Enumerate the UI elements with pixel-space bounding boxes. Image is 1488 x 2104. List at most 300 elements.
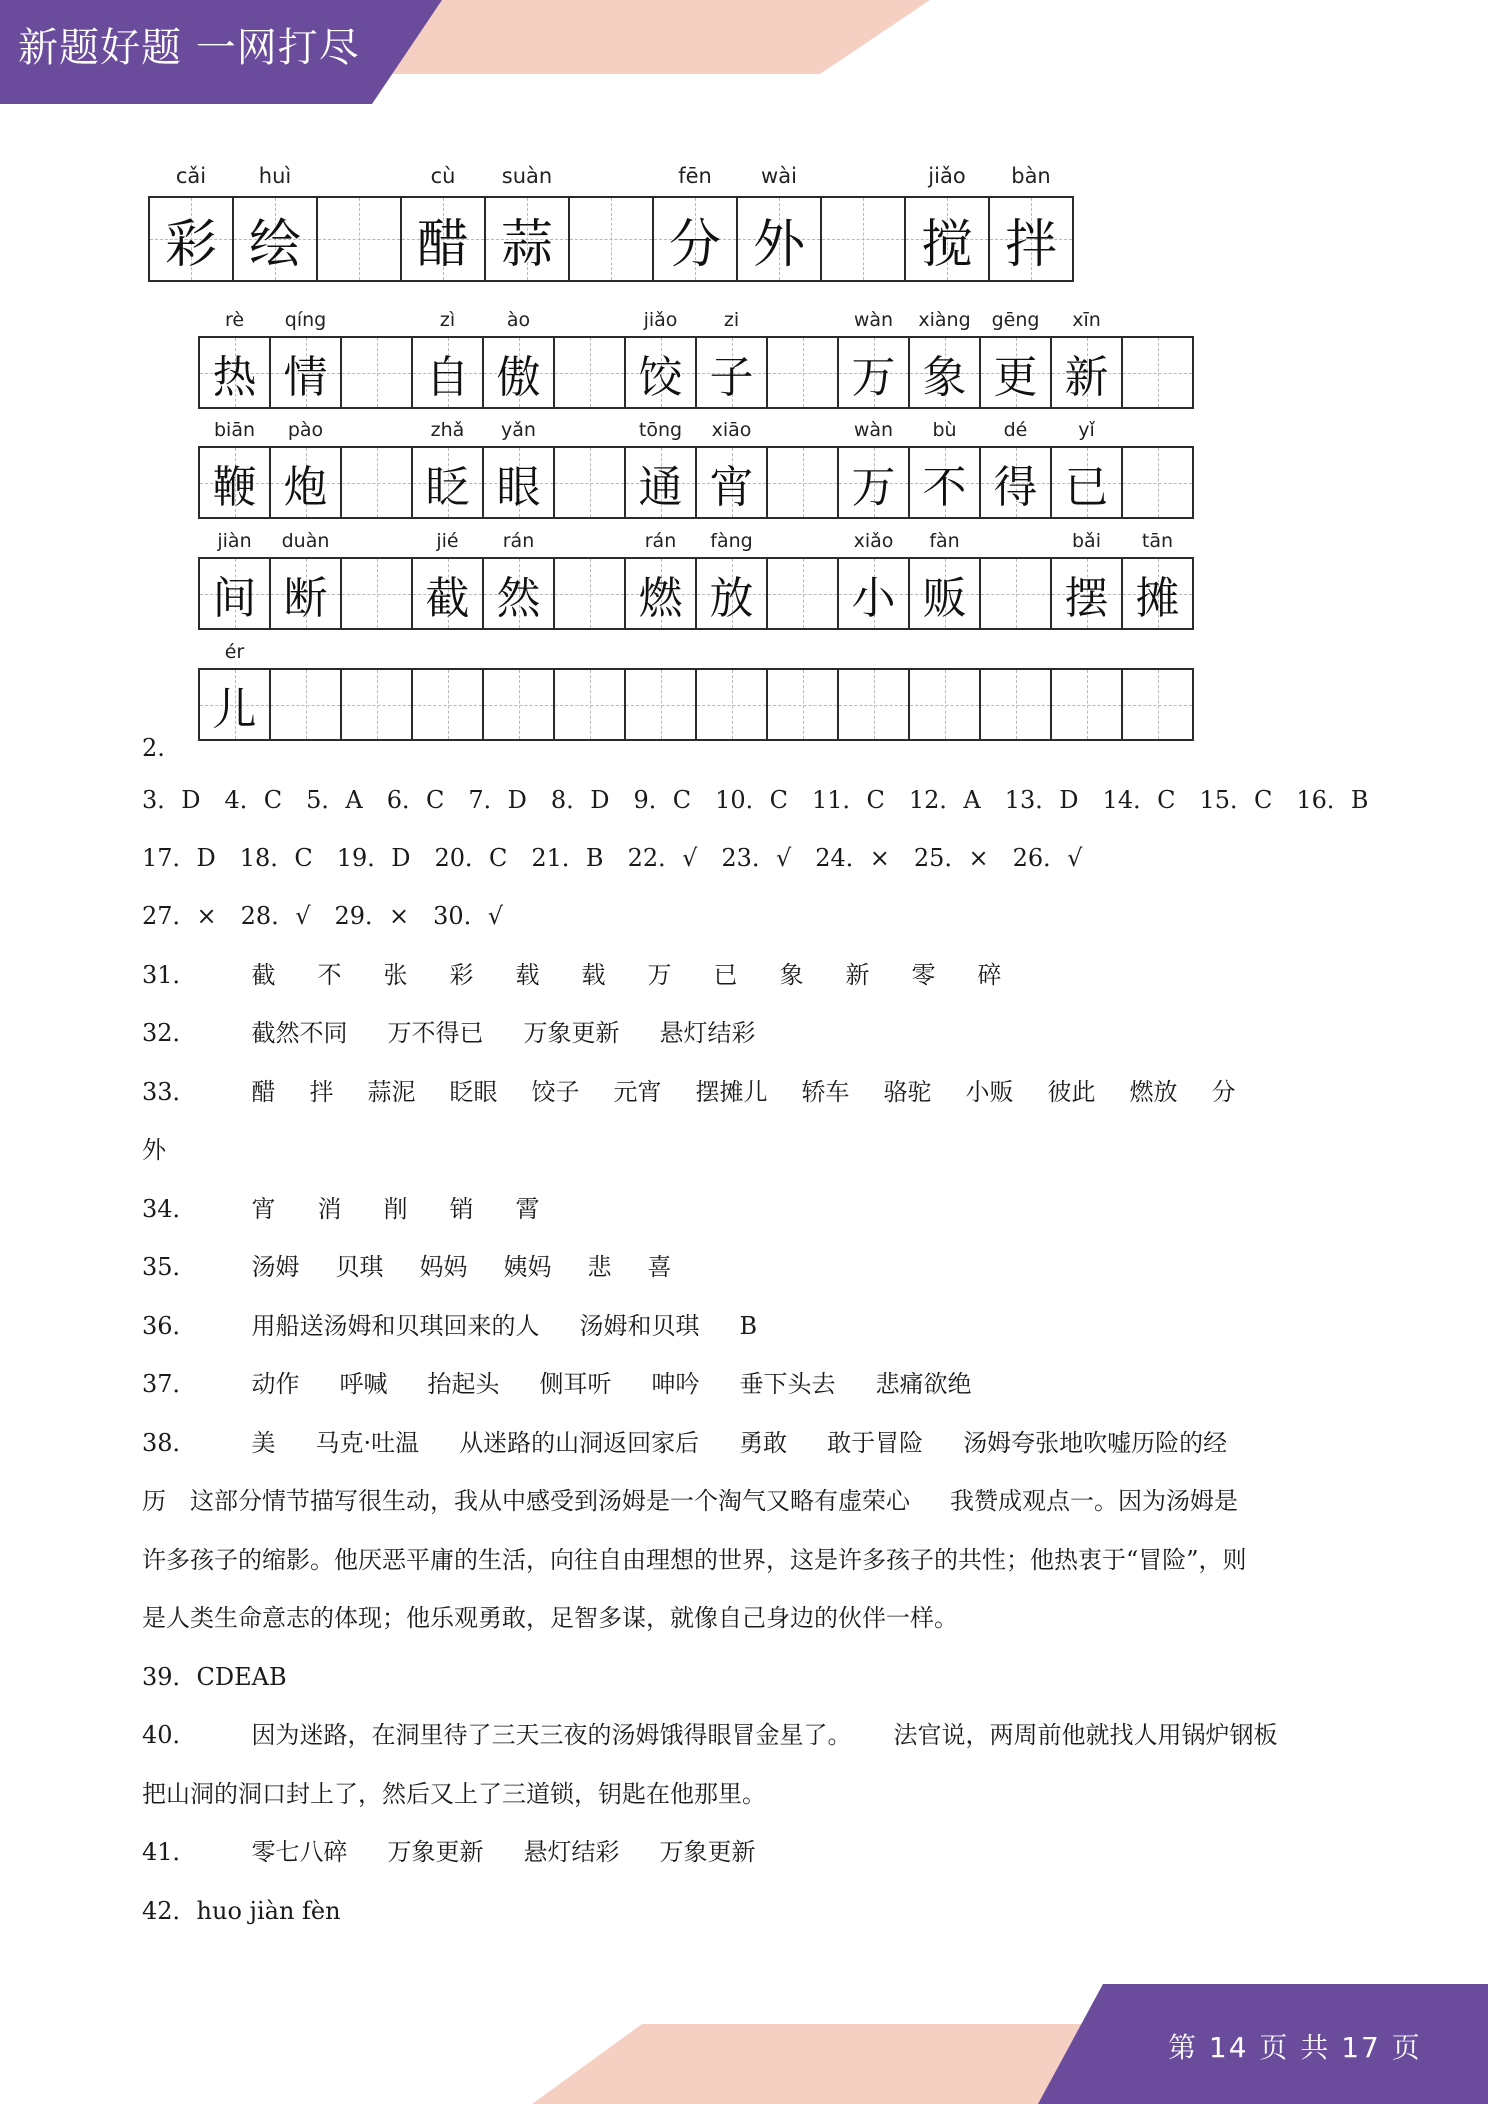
pinyin-label: dé [1003,419,1028,441]
grid-char: 儿 [212,683,257,735]
answer-item: 18．C [239,844,313,872]
answer-33 [142,1072,1236,1107]
answer-38 [142,1423,1227,1458]
grid-cell [553,557,626,630]
grid-cell [1050,557,1123,630]
grid-char: 鞭 [212,461,257,513]
pinyin-label: fàng [710,530,753,552]
answer-item: 呼喊 [339,1370,388,1398]
grid-cell [652,196,738,282]
answer-item: 19．D [336,844,411,872]
pinyin-label: huì [258,164,292,188]
answer-item: 4．C [224,786,283,814]
answer-item: 小贩 [965,1078,1014,1106]
grid-char: 燃 [638,572,683,624]
grid-char: 已 [1064,461,1109,513]
grid-cell [198,668,271,741]
grid-char [768,448,837,517]
grid-char: 万 [851,351,896,403]
grid-char: 热 [212,351,257,403]
answer-item: 22．√ [627,844,698,872]
grid-cell [198,336,271,409]
answer-item: 汤姆 [251,1253,300,1281]
answer-38-line3: 许多孩子的缩影。他厌恶平庸的生活，向往自由理想的世界，这是许多孩子的共性；他热衷于“冒险”，则 [142,1546,1247,1574]
answer-40-b: 法官说，两周前他就找人用锅炉钢板 [893,1721,1278,1749]
grid-char: 傲 [496,351,541,403]
answer-item: 已 [713,961,738,989]
answer-item: 23．√ [721,844,792,872]
grid-char: 新 [1064,351,1109,403]
grid-char [342,559,411,628]
grid-cell [908,446,981,519]
answer-item: 垂下头去 [739,1370,836,1398]
pinyin-label: zi [723,309,740,331]
answer-item: 15．C [1199,786,1273,814]
answer-item: 不 [317,961,342,989]
answer-37 [142,1364,972,1399]
answer-item: 5．A [306,786,363,814]
grid-char: 外 [752,214,805,275]
pinyin-label: pào [287,419,324,441]
answer-item: 象 [779,961,804,989]
pinyin-label: suàn [501,164,553,188]
pinyin-label: xiàng [918,309,971,331]
pinyin-label: tān [1141,530,1174,552]
grid-char: 象 [922,351,967,403]
grid-char: 蒜 [500,214,553,275]
pinyin-label: fēn [678,164,712,188]
grid-char: 更 [993,351,1038,403]
grid-cell [482,446,555,519]
question-number: 33． [142,1078,197,1106]
answer-item: 悬灯结彩 [523,1838,620,1866]
grid-char: 通 [638,461,683,513]
answer-item: 勇敢 [739,1429,788,1457]
grid-cell [766,336,839,409]
grid-cell [400,196,486,282]
grid-cell [484,196,570,282]
pinyin-label: qíng [284,309,327,331]
grid-cell [837,336,910,409]
pinyin-label: bàn [1011,164,1051,188]
grid-cell [411,668,484,741]
answer-item: 宵 [251,1195,276,1223]
grid-char: 得 [993,461,1038,513]
answer-item: 24．× [815,844,890,872]
answer-item: 马克·吐温 [315,1429,420,1457]
grid-cell [979,557,1052,630]
grid-cell [269,668,342,741]
answer-item: 喜 [647,1253,672,1281]
grid-cell [1121,336,1194,409]
answer-item: 彼此 [1047,1078,1096,1106]
grid-char: 截 [425,572,470,624]
answer-item: 30．√ [433,902,503,930]
grid-cell [316,196,402,282]
answer-item: 9．C [633,786,692,814]
grid-cell [624,668,697,741]
question-number: 41． [142,1838,197,1866]
pinyin-label: ér [224,641,245,663]
grid-cell [624,557,697,630]
answers-line-3 [142,780,1369,815]
grid-char: 炮 [283,461,328,513]
pinyin-label: rán [644,530,677,552]
grid-cell [340,336,413,409]
answer-38-line2c: 我赞成观点一。因为汤姆是 [950,1487,1238,1515]
pinyin-label: tōng [638,419,683,441]
answer-item: 抬起头 [427,1370,500,1398]
pinyin-label: yǐ [1078,419,1095,441]
grid-char [768,559,837,628]
grid-cell [411,557,484,630]
pinyin-label: yǎn [501,419,536,441]
answer-40 [142,1715,1278,1750]
grid-char [822,198,904,280]
answer-item: 21．B [531,844,604,872]
grid-char [271,670,340,739]
grid-char [981,670,1050,739]
answer-item: 25．× [913,844,989,872]
answer-item: 饺子 [531,1078,580,1106]
grid-cell [269,557,342,630]
answer-item: 26．√ [1012,844,1083,872]
pinyin-label: zhǎ [430,419,465,441]
answer-item: 零七八碎 [251,1838,348,1866]
grid-char [910,670,979,739]
answer-item: 29．× [334,902,410,930]
grid-char: 情 [283,351,328,403]
pinyin-label: jiǎo [928,164,966,188]
pinyin-label: wàn [853,309,894,331]
pinyin-label: ào [506,309,531,331]
answer-item: 8．D [550,786,610,814]
answer-item: 10．C [715,786,788,814]
question-number: 31． [142,961,197,989]
answer-item: 截 [251,961,276,989]
answer-item: 蒜泥 [367,1078,416,1106]
grid-cell [766,668,839,741]
answer-item: 13．D [1004,786,1079,814]
question-number: 32． [142,1019,197,1047]
grid-cell [624,446,697,519]
grid-cell [340,557,413,630]
pinyin-label: jiǎo [643,309,678,331]
grid-char [1052,670,1121,739]
answer-40-a: 因为迷路，在洞里待了三天三夜的汤姆饿得眼冒金星了。 [251,1721,852,1749]
grid-cell [979,668,1052,741]
answer-item: 分 [1211,1078,1236,1106]
grid-cell [340,668,413,741]
answer-item: 万不得已 [387,1019,484,1047]
grid-char [555,670,624,739]
grid-cell [695,557,768,630]
grid-char: 不 [922,461,967,513]
answer-item: 骆驼 [883,1078,932,1106]
grid-char [555,448,624,517]
footer-banner-accent [532,2024,1092,2104]
pinyin-label: xiǎo [853,530,894,552]
answer-item: 汤姆夸张地吹嘘历险的经 [963,1429,1228,1457]
answer-item: 12．A [908,786,981,814]
answer-item: 3．D [142,786,201,814]
answer-item: 姨妈 [503,1253,552,1281]
answer-item: 17．D [142,844,216,872]
answer-item: 侧耳听 [539,1370,612,1398]
answer-item: 汤姆和贝琪 [579,1312,700,1340]
grid-cell [482,336,555,409]
pinyin-label: wài [761,164,797,188]
grid-char: 贩 [922,572,967,624]
grid-cell [1050,336,1123,409]
answer-item: 燃放 [1129,1078,1178,1106]
grid-cell [988,196,1074,282]
grid-char [697,670,766,739]
answer-item: 6．C [386,786,445,814]
grid-cell [482,668,555,741]
grid-cell [198,446,271,519]
grid-char: 放 [709,572,754,624]
answer-item: 醋 [251,1078,276,1106]
answer-40-line2: 把山洞的洞口封上了，然后又上了三道锁，钥匙在他那里。 [142,1780,766,1808]
grid-char [484,670,553,739]
answer-39: 39．CDEAB [142,1663,287,1691]
grid-char: 小 [851,572,896,624]
pinyin-label: bù [932,419,957,441]
grid-cell [837,446,910,519]
pinyin-label: fàn [929,530,960,552]
grid-cell [695,668,768,741]
grid-cell [482,557,555,630]
page-number: 第 14 页 共 17 页 [1168,2031,1422,2064]
grid-char [342,670,411,739]
answer-item: 截然不同 [251,1019,348,1047]
grid-char [1123,448,1192,517]
answer-41 [142,1832,756,1867]
answer-32 [142,1013,756,1048]
grid-char [318,198,400,280]
answer-item: 用船送汤姆和贝琪回来的人 [251,1312,540,1340]
answer-item: 万象更新 [387,1838,484,1866]
answer-item: 动作 [251,1370,300,1398]
grid-cell [908,668,981,741]
grid-char [768,338,837,407]
grid-cell [411,336,484,409]
question-number: 35． [142,1253,197,1281]
answer-item: 万 [647,961,672,989]
answers-line-27 [142,896,503,931]
answer-40-num: 40． [142,1721,197,1749]
grid-cell [979,446,1052,519]
pinyin-label: zì [439,309,456,331]
answer-item: 拌 [309,1078,334,1106]
grid-char: 子 [709,351,754,403]
grid-char: 眼 [496,461,541,513]
grid2-row-1 [198,336,1194,409]
grid-cell [908,557,981,630]
grid-cell [269,336,342,409]
answer-35 [142,1247,672,1282]
grid-char [413,670,482,739]
grid-char [768,670,837,739]
grid-char: 绘 [248,214,301,275]
grid-cell [568,196,654,282]
answer-item: 11．C [811,786,885,814]
grid-char: 饺 [638,351,683,403]
answer-item: 敢于冒险 [827,1429,924,1457]
answer-2: 2. [142,734,165,762]
grid-cell [553,336,626,409]
answer-42: 42．huo jiàn fèn [142,1897,341,1925]
grid-char [555,338,624,407]
answer-38-line2 [142,1481,1238,1516]
grid-cell [1050,668,1123,741]
answer-item: 从迷路的山洞返回家后 [459,1429,700,1457]
grid-cell [766,446,839,519]
answer-item: 霄 [515,1195,540,1223]
answer-item: 新 [845,961,870,989]
pinyin-label: cù [430,164,456,188]
grid-cell [553,446,626,519]
grid-char: 摊 [1135,572,1180,624]
answer-item: 16．B [1296,786,1369,814]
answer-item: 7．D [468,786,527,814]
answer-36 [142,1306,757,1341]
answer-item: 碎 [977,961,1002,989]
pinyin-label: jié [436,530,459,552]
answer-item: 消 [317,1195,342,1223]
answer-38-line4: 是人类生命意志的体现；他乐观勇敢，足智多谋，就像自己身边的伙伴一样。 [142,1604,958,1632]
answer-item: 元宵 [613,1078,662,1106]
answer-item: 28．√ [240,902,311,930]
answer-item: 摆摊儿 [695,1078,768,1106]
pinyin-label: cǎi [175,164,207,188]
answer-item: 贝琪 [335,1253,384,1281]
pinyin-label: xīn [1072,309,1101,331]
grid2-row-2 [198,446,1194,519]
grid-cell [736,196,822,282]
answer-item: 张 [383,961,408,989]
question-number: 38． [142,1429,197,1457]
grid-char: 彩 [164,214,217,275]
grid-cell [1121,446,1194,519]
pinyin-label: jiàn [217,530,252,552]
question-number: 36． [142,1312,197,1340]
answer-item: 妈妈 [419,1253,468,1281]
grid-char [1123,338,1192,407]
grid-char: 断 [283,572,328,624]
answer-item: 万象更新 [523,1019,620,1047]
grid-cell [820,196,906,282]
answer-item: 轿车 [801,1078,850,1106]
grid-cell [624,336,697,409]
grid-cell [198,557,271,630]
grid-cell [766,557,839,630]
grid-char [1123,670,1192,739]
grid2-row-3 [198,557,1194,630]
grid-char [626,670,695,739]
grid-cell [1121,557,1194,630]
grid-char [839,670,908,739]
answer-item: 美 [251,1429,276,1457]
grid2-row-4 [198,668,1194,741]
grid-char [342,338,411,407]
grid-char: 搅 [920,214,973,275]
grid-cell [837,668,910,741]
pinyin-label: duàn [281,530,330,552]
grid-char: 摆 [1064,572,1109,624]
grid-char: 眨 [425,461,470,513]
grid1-cells [148,196,1074,282]
pinyin-label: wàn [853,419,894,441]
answer-34 [142,1189,540,1224]
grid-cell [269,446,342,519]
header-title: 新题好题 一网打尽 [18,25,360,71]
answer-item: 悲 [587,1253,612,1281]
grid-char [570,198,652,280]
answers-line-17 [142,838,1082,873]
answer-item: 万象更新 [659,1838,756,1866]
pinyin-label: xiāo [711,419,752,441]
answer-item: 载 [581,961,606,989]
answer-item: 彩 [449,961,474,989]
grid-cell [340,446,413,519]
grid-char [555,559,624,628]
grid-char: 分 [668,214,721,275]
answer-38-line2b: 这部分情节描写很生动，我从中感受到汤姆是一个淘气又略有虚荣心 [190,1487,910,1515]
pinyin-label: bǎi [1072,530,1101,552]
grid-cell [232,196,318,282]
grid-cell [553,668,626,741]
pinyin-label: rán [502,530,535,552]
pinyin-label: biān [213,419,256,441]
grid-char: 拌 [1004,214,1057,275]
grid-char [981,559,1050,628]
answer-31 [142,955,1002,990]
grid-char: 然 [496,572,541,624]
grid-cell [148,196,234,282]
answer-item: 14．C [1102,786,1176,814]
grid-cell [695,336,768,409]
grid-char: 自 [425,351,470,403]
grid-char [342,448,411,517]
answer-item: 呻吟 [651,1370,700,1398]
grid-cell [1050,446,1123,519]
grid-cell [904,196,990,282]
answer-item: 零 [911,961,936,989]
answer-item: B [739,1312,758,1340]
answer-item: 削 [383,1195,408,1223]
question-number: 34． [142,1195,197,1223]
answer-item: 悬灯结彩 [659,1019,756,1047]
grid-cell [908,336,981,409]
answer-item: 27．× [142,902,217,930]
answer-33-cont: 外 [142,1136,166,1164]
pinyin-label: gēng [991,309,1040,331]
grid-cell [695,446,768,519]
grid-cell [979,336,1052,409]
answer-item: 20．C [434,844,508,872]
grid-char: 间 [212,572,257,624]
grid-char: 醋 [416,214,469,275]
grid-char: 万 [851,461,896,513]
question-number: 37． [142,1370,197,1398]
grid-char: 宵 [709,461,754,513]
pinyin-label: rè [224,309,245,331]
grid-cell [411,446,484,519]
answer-item: 眨眼 [449,1078,498,1106]
answer-item: 载 [515,961,540,989]
